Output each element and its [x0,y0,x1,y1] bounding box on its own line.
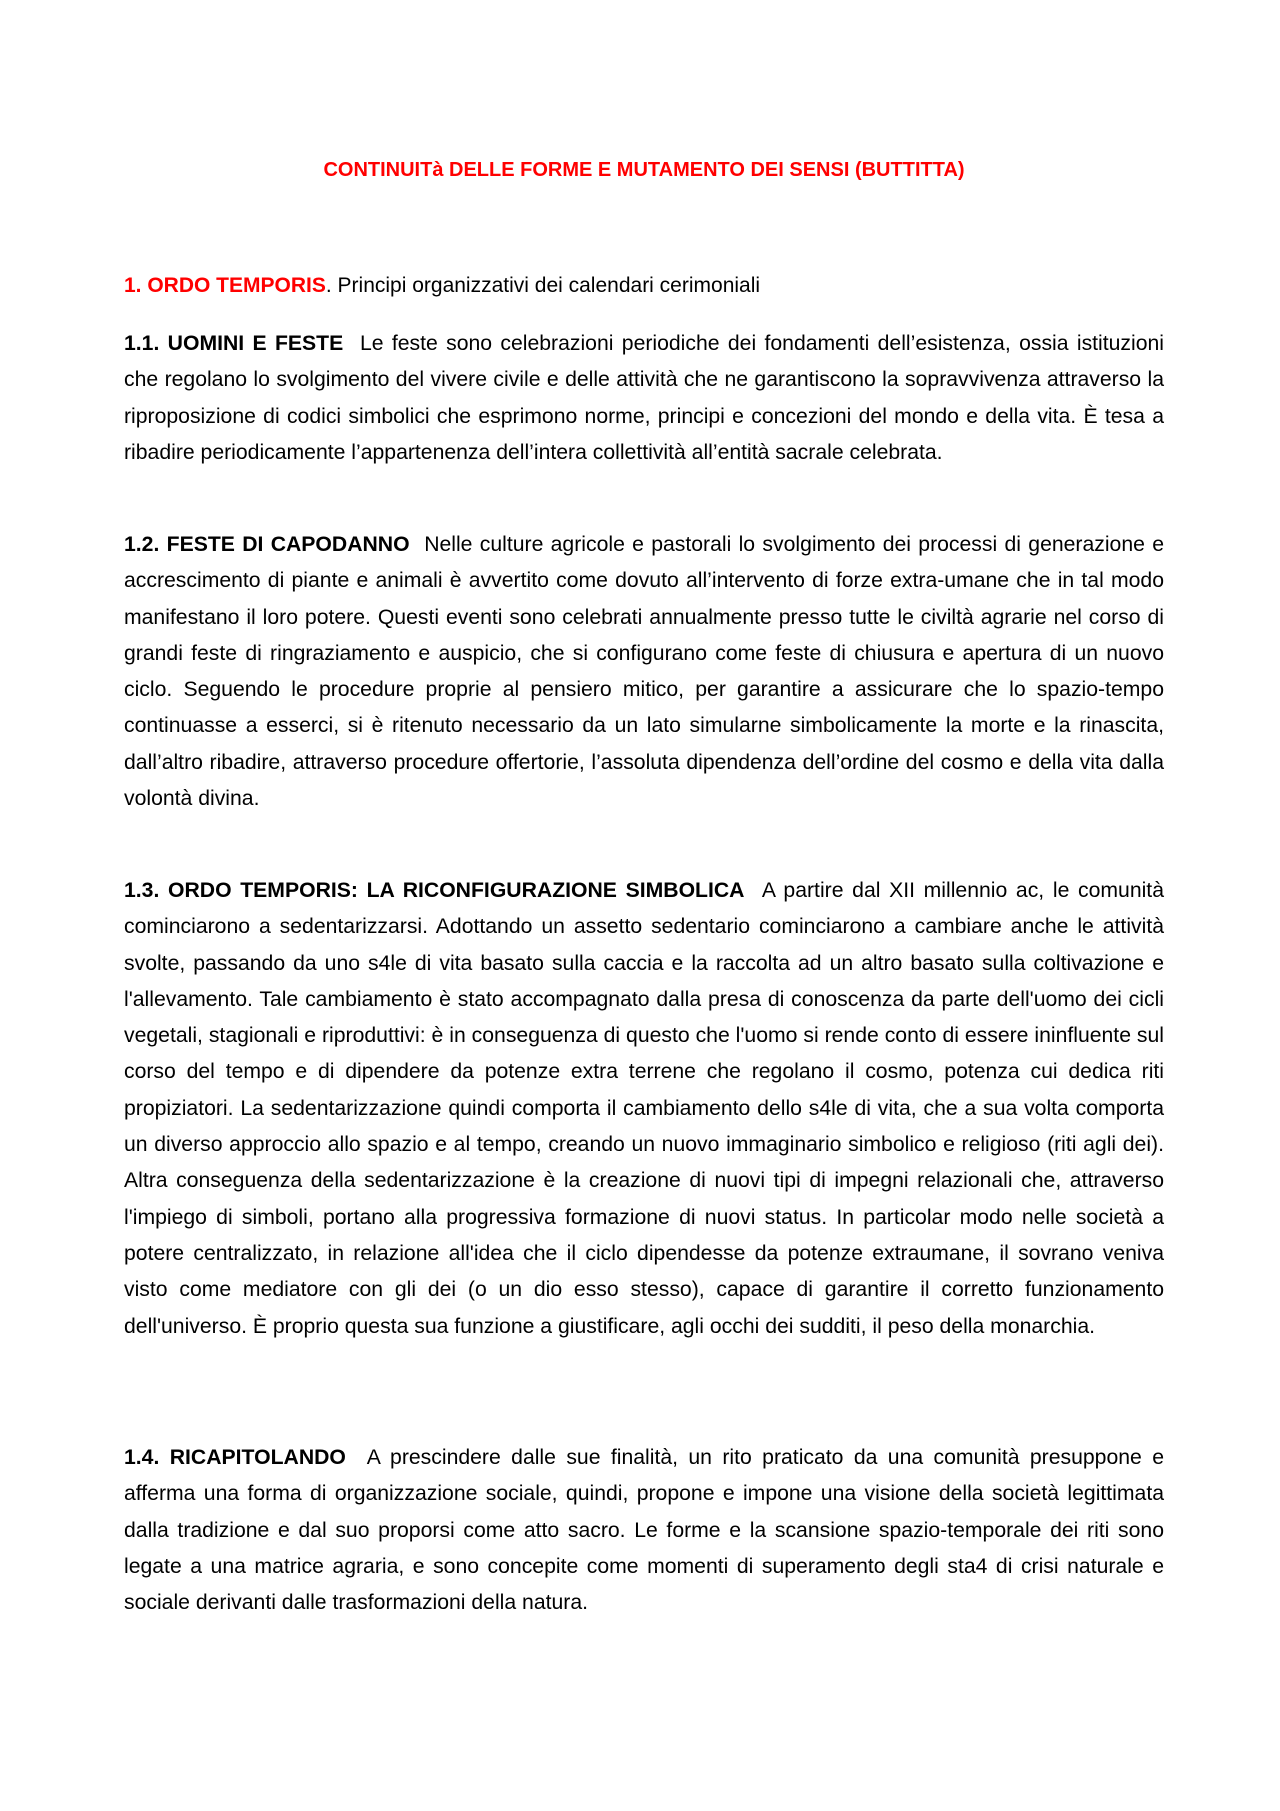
paragraph-text: Le feste sono celebrazioni periodiche dei fondamenti dell’esistenza, ossia istituzioni che regolano lo svolgimento del vivere civile e delle attività che ne garantiscono la sopravvivenza attraverso la riproposizione di codici simbolici che esprimono norme, principi e concezioni del mondo e della vita. È tesa a ribadire periodicamente l’appartenenza dell’intera collettività all’entità sacrale celebrata. [124,332,1164,464]
section-heading [124,270,1164,302]
paragraph-text: A prescindere dalle sue finalità, un rito praticato da una comunità presuppone e afferma una forma di organizzazione sociale, quindi, propone e impone una visione della società legittimata dalla tradizione e dal suo proporsi come atto sacro. Le forme e la scansione spazio-temporale dei riti sono legate a una matrice agraria, e sono concepite come momenti di superamento degli sta4 di crisi naturale e sociale derivanti dalle trasformazioni della natura. [124,1446,1164,1615]
document-title: CONTINUITà DELLE FORME E MUTAMENTO DEI SENSI (BUTTITTA) [323,159,965,181]
paragraph-text: Nelle culture agricole e pastorali lo svolgimento dei processi di generazione e accrescimento di piante e animali è avvertito come dovuto all’intervento di forze extra-umane che in tal modo manifestano il loro potere. Questi eventi sono celebrati annualmente presso tutte le civiltà agrarie nel corso di grandi feste di ringraziamento e auspicio, che si configurano come feste di chiusura e apertura di un nuovo ciclo. Seguendo le procedure proprie al pensiero mitico, per garantire a assicurare che lo spazio-tempo continuasse a esserci, si è ritenuto necessario da un lato simularne simbolicamente la morte e la rinascita, dall’altro ribadire, attraverso procedure offertorie, l’assoluta dipendenza dell’ordine del cosmo e della vita dalla volontà divina. [124,533,1164,811]
paragraph-text: A partire dal XII millennio ac, le comunità cominciarono a sedentarizzarsi. Adottando un assetto sedentario cominciarono a cambiare anche le attività svolte, passando da uno s4le di vita basato sulla caccia e la raccolta ad un altro basato sulla coltivazione e l'allevamento. Tale cambiamento è stato accompagnato dalla presa di conoscenza da parte dell'uomo dei cicli vegetali, stagionali e riproduttivi: è in conseguenza di questo che l'uomo si rende conto di essere ininfluente sul corso del tempo e di dipendere da potenze extra terrene che regolano il cosmo, potenza cui dedica riti propiziatori. La sedentarizzazione quindi comporta il cambiamento dello s4le di vita, che a sua volta comporta un diverso approccio allo spazio e al tempo, creando un nuovo immaginario simbolico e religioso (riti agli dei). Altra conseguenza della sedentarizzazione è la creazione di nuovi tipi di impegni relazionali che, attraverso l'impiego di simboli, portano alla progressiva formazione di nuovi status. In particolar modo nelle società a potere centralizzato, in relazione all'idea che il ciclo dipendesse da potenze extraumane, il sovrano veniva visto come mediatore con gli dei (o un dio esso stesso), capace di garantire il corretto funzionamento dell'universo. È proprio questa sua funzione a giustificare, agli occhi dei sudditi, il peso della monarchia. [124,879,1164,1338]
section-heading-subtitle: . Principi organizzativi dei calendari cerimoniali [325,274,761,297]
paragraph-ordo-temporis [124,873,1164,1345]
paragraph-feste-di-capodanno [124,527,1164,817]
section-heading-number-title: 1. ORDO TEMPORIS [124,274,326,297]
paragraph-lead: 1.4. RICAPITOLANDO [124,1446,346,1469]
paragraph-ricapitolando [124,1440,1164,1621]
paragraph-lead: 1.3. ORDO TEMPORIS: LA RICONFIGURAZIONE SIMBOLICA [124,879,745,902]
paragraph-uomini-e-feste [124,326,1164,471]
paragraph-lead: 1.1. UOMINI E FESTE [124,332,344,355]
paragraph-lead: 1.2. FESTE DI CAPODANNO [124,533,410,556]
